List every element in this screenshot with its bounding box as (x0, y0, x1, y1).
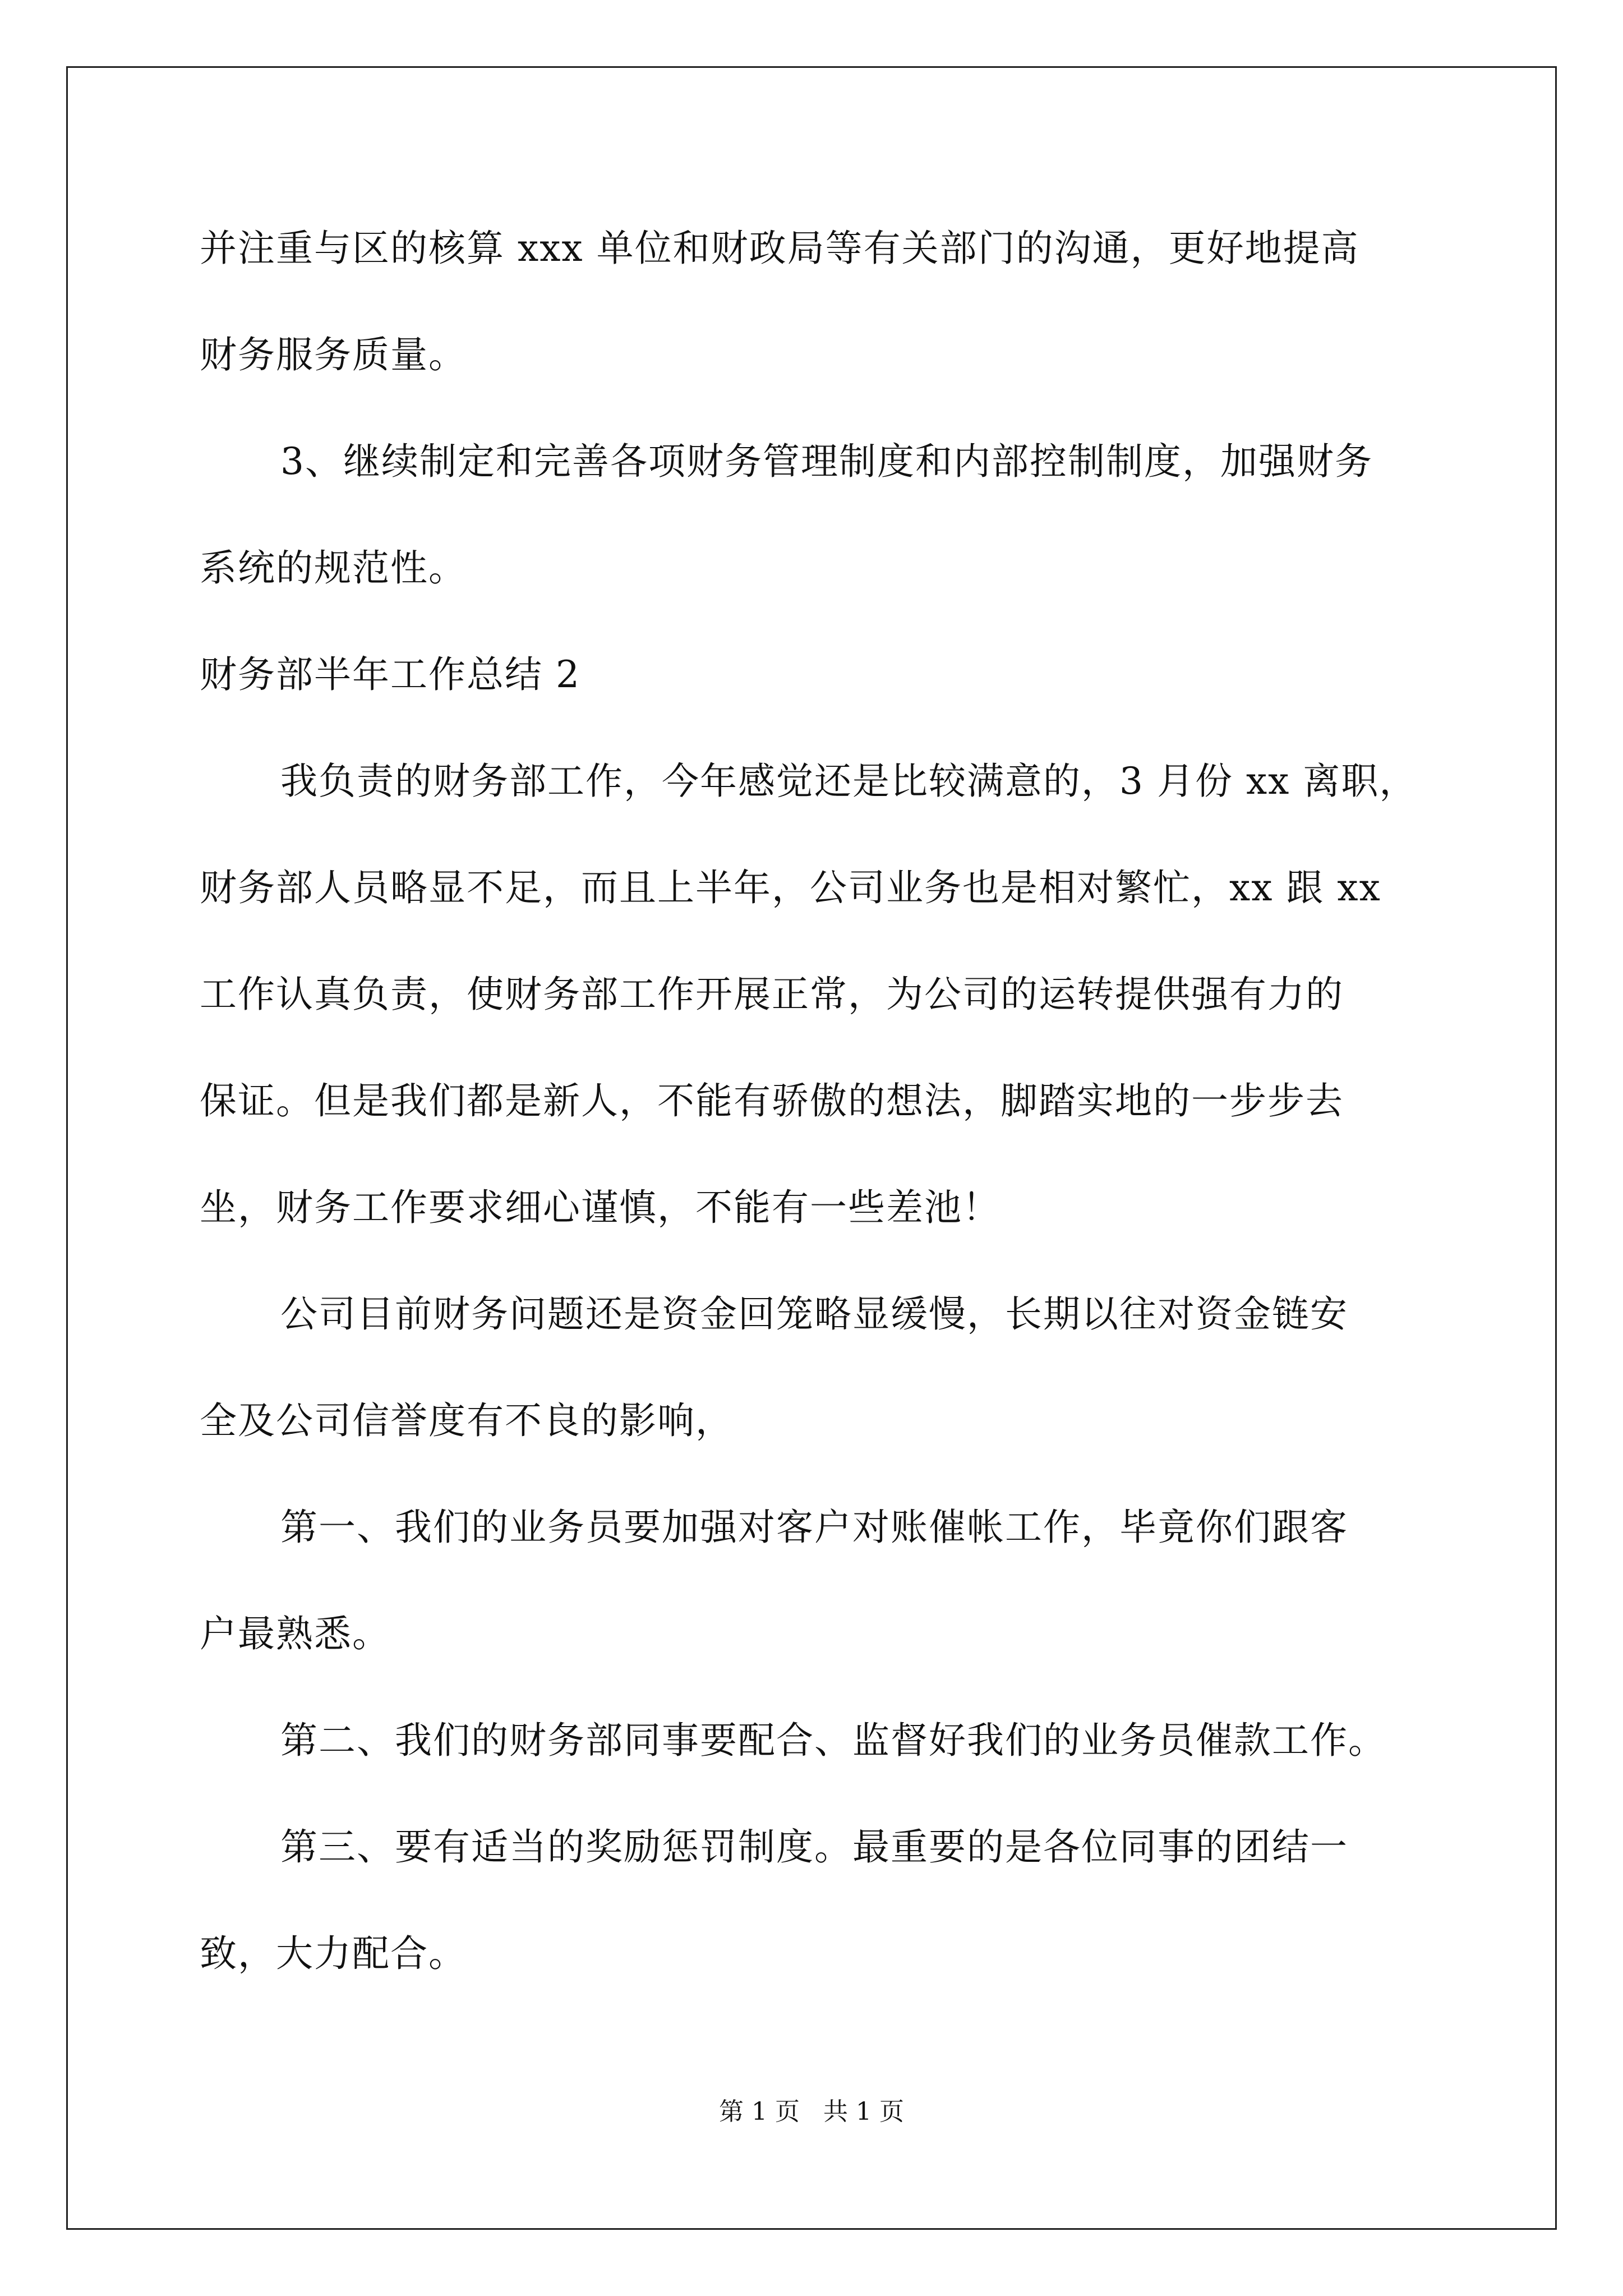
body-text-line: 财务部人员略显不足，而且上半年，公司业务也是相对繁忙，xx 跟 xx (200, 866, 1381, 909)
body-text-line: 我负责的财务部工作，今年感觉还是比较满意的，3 月份 xx 离职， (280, 760, 1418, 803)
body-text-line: 第三、要有适当的奖励惩罚制度。最重要的是各位同事的团结一 (280, 1825, 1348, 1869)
body-text-line: 公司目前财务问题还是资金回笼略显缓慢，长期以往对资金链安 (280, 1292, 1348, 1336)
body-text-line: 系统的规范性。 (200, 546, 467, 590)
body-text-line: 致，大力配合。 (200, 1932, 467, 1975)
body-text-line: 全及公司信誉度有不良的影响， (200, 1399, 734, 1442)
page-footer: 第 1 页 共 1 页 (719, 2097, 904, 2126)
body-text-line: 第二、我们的财务部同事要配合、监督好我们的业务员催款工作。 (280, 1719, 1386, 1762)
body-text-line: 工作认真负责，使财务部工作开展正常，为公司的运转提供强有力的 (200, 973, 1344, 1016)
section-heading: 财务部半年工作总结 2 (200, 653, 580, 696)
body-text-line: 并注重与区的核算 xxx 单位和财政局等有关部门的沟通，更好地提高 (200, 227, 1359, 270)
body-text-line: 保证。但是我们都是新人，不能有骄傲的想法，脚踏实地的一步步去 (200, 1079, 1344, 1122)
body-text-line: 坐，财务工作要求细心谨慎，不能有一些差池！ (200, 1186, 1000, 1229)
page-border (66, 66, 1557, 2230)
body-text-line: 第一、我们的业务员要加强对客户对账催帐工作，毕竟你们跟客 (280, 1506, 1348, 1549)
body-text-line: 3、继续制定和完善各项财务管理制度和内部控制制度，加强财务 (280, 440, 1373, 483)
body-text-line: 财务服务质量。 (200, 333, 467, 376)
body-text-line: 户最熟悉。 (200, 1612, 390, 1655)
